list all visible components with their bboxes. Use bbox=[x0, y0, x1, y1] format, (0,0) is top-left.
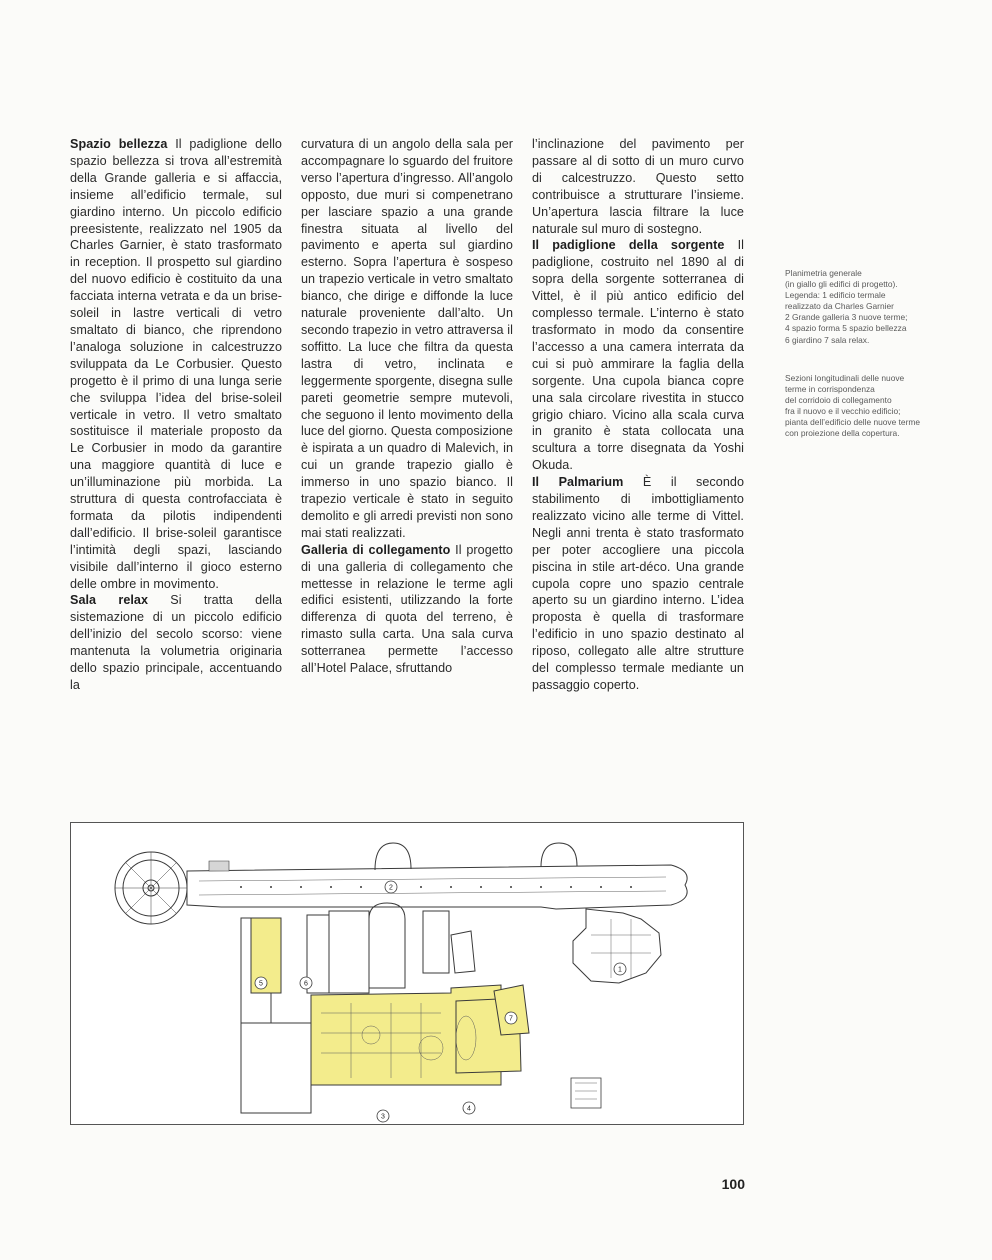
plan-label-4: 4 bbox=[467, 1105, 471, 1113]
text-column-3 bbox=[532, 136, 744, 694]
page-number: 100 bbox=[721, 1176, 745, 1192]
paragraph-text: curvatura di un angolo della sala per accompagnare lo sguardo del fruitore verso l’apertura d’ingresso. All’angolo opposto, due muri si compenetrano per lasciare spazio a una grande finestra situata al livello del pavimento e aperta sul giardino esterno. Sopra l’apertura è sospeso un trapezio verticale in vetro smaltato bianco, che dirige e diffonde la luce naturale proveniente dall’alto. Un secondo trapezio in vetro attraversa il soffitto. La luce che filtra da questa lastra di vetro, inclinata e leggermente sporgente, disegna sulle pareti geometrie sempre mutevoli, che seguono il lento movimento della luce del giorno. Questa composizione è ispirata a un quadro di Malevich, in cui un grande trapezio giallo è immerso in uno spazio bianco. Il trapezio verticale è stato in seguito demolito e gli arredi previsti non sono mai stati realizzati. bbox=[301, 137, 513, 540]
paragraph-text: È il secondo stabilimento di imbottigliamento realizzato vicino alle terme di Vittel. Negli anni trenta è stato trasformato per poter accogliere una piccola piscina in stile art-déco. Una grande cupola copre uno spazio centrale aperto su un giardino interno. L’idea proposta è quella di trasformare l’edificio in uno spazio destinato al riposo, collegato alle altre strutture del complesso termale mediante un passaggio coperto. bbox=[532, 475, 744, 692]
caption-sections bbox=[785, 373, 960, 440]
site-plan-figure bbox=[70, 822, 744, 1125]
paragraph bbox=[70, 136, 282, 592]
section-heading: Il Palmarium bbox=[532, 475, 624, 490]
plan-label-5: 5 bbox=[259, 980, 263, 988]
section-heading: Galleria di collegamento bbox=[301, 542, 451, 557]
central-block bbox=[369, 903, 405, 988]
text-column-2 bbox=[301, 136, 513, 677]
caption-sections-text: Sezioni longitudinali delle nuove terme in corrispondenza del corridoio di collegamento fra il nuovo e il vecchio edificio; pianta dell’edificio delle nuove terme con proiezione della copertura. bbox=[785, 373, 921, 439]
caption-site-plan bbox=[785, 268, 960, 346]
paragraph bbox=[532, 237, 744, 474]
plan-label-2: 2 bbox=[389, 884, 393, 892]
plan-label-3: 3 bbox=[381, 1113, 385, 1121]
plan-label-1: 1 bbox=[618, 966, 622, 974]
paragraph-text: Si tratta della sistemazione di un piccolo edificio dell’inizio del secolo scorso: viene mantenuta la volumetria originaria dello spazio principale, accentuando la bbox=[70, 593, 282, 692]
section-heading: Spazio bellezza bbox=[70, 137, 168, 151]
paragraph bbox=[70, 592, 282, 693]
paragraph bbox=[301, 136, 513, 542]
paragraph-text: Il padiglione, costruito nel 1890 al di sopra della sorgente sotterranea di Vittel, è il più antico edificio del complesso termale. L’interno è stato trasformato in modo da consentire l’accesso a una camera interrata da cui si può ammirare la faglia della sorgente. Una cupola bianca copre una sala circolare rivestita in stucco grigio chiaro. Vicino alla scala curva in granito è stata collocata una scultura a torre disegnata da Yoshi Okuda. bbox=[532, 238, 745, 473]
grand-gallery bbox=[187, 865, 687, 909]
text-column-1 bbox=[70, 136, 282, 694]
paragraph-text: Il padiglione dello spazio bellezza si trova all’estremità della Grande galleria e si affaccia, insieme all’edificio termale, sul giardino interno. Un piccolo edificio preesistente, realizzato nel 1905 da Charles Garnier, è stato trasformato in reception. Il prospetto sul giardino del nuovo edificio è costituito da una facciata interna vetrata e da un brise-soleil in lastre verticali di vetro smaltato di bianco, che riprendono l’analoga soluzione in calcestruzzo sviluppata da Le Corbusier. Questo progetto è il primo di una lunga serie che sviluppa l’idea del brise-soleil verticale in vetro. Il vetro smaltato sostituisce il materiale proposto da Le Corbusier in modo da garantire una maggiore quantità di luce e un’illuminazione più morbida. La struttura di questa controfacciata è formata da pilotis indipendenti dall’edificio. Il brise-soleil garantisce l’intimità degli spazi, lasciando visibile dall’interno il gioco esterno delle ombre in movimento. bbox=[70, 137, 282, 591]
paragraph bbox=[532, 474, 744, 694]
circular-pavilion bbox=[115, 852, 187, 924]
paragraph bbox=[301, 542, 513, 677]
paragraph-text: l’inclinazione del pavimento per passare al di sotto di un muro curvo di calcestruzzo. Questo setto contribuisce a strutturare l’insieme. Un’apertura lascia filtrare la luce naturale sul muro di sostegno. bbox=[532, 137, 744, 236]
paragraph bbox=[532, 136, 744, 237]
paragraph-text: Il progetto di una galleria di collegamento che mettesse in relazione le terme agli edifici esistenti, utilizzando la forte differenza di quota del terreno, è rimasto sulla carta. Una sala curva sotterranea permette l’accesso all’Hotel Palace, sfruttando bbox=[301, 542, 513, 676]
section-heading: Il padiglione della sorgente bbox=[532, 238, 725, 253]
plan-label-6: 6 bbox=[304, 980, 308, 988]
caption-site-plan-text: Planimetria generale (in giallo gli edifici di progetto). Legenda: 1 edificio termale realizzato da Charles Garnier 2 Grande galleria 3 nuove terme; 4 spazio forma 5 spazio bellezza 6 giardino 7 sala relax. bbox=[785, 268, 908, 345]
site-plan-drawing bbox=[71, 823, 743, 1124]
section-heading: Sala relax bbox=[70, 593, 149, 608]
plan-label-7: 7 bbox=[509, 1015, 513, 1023]
